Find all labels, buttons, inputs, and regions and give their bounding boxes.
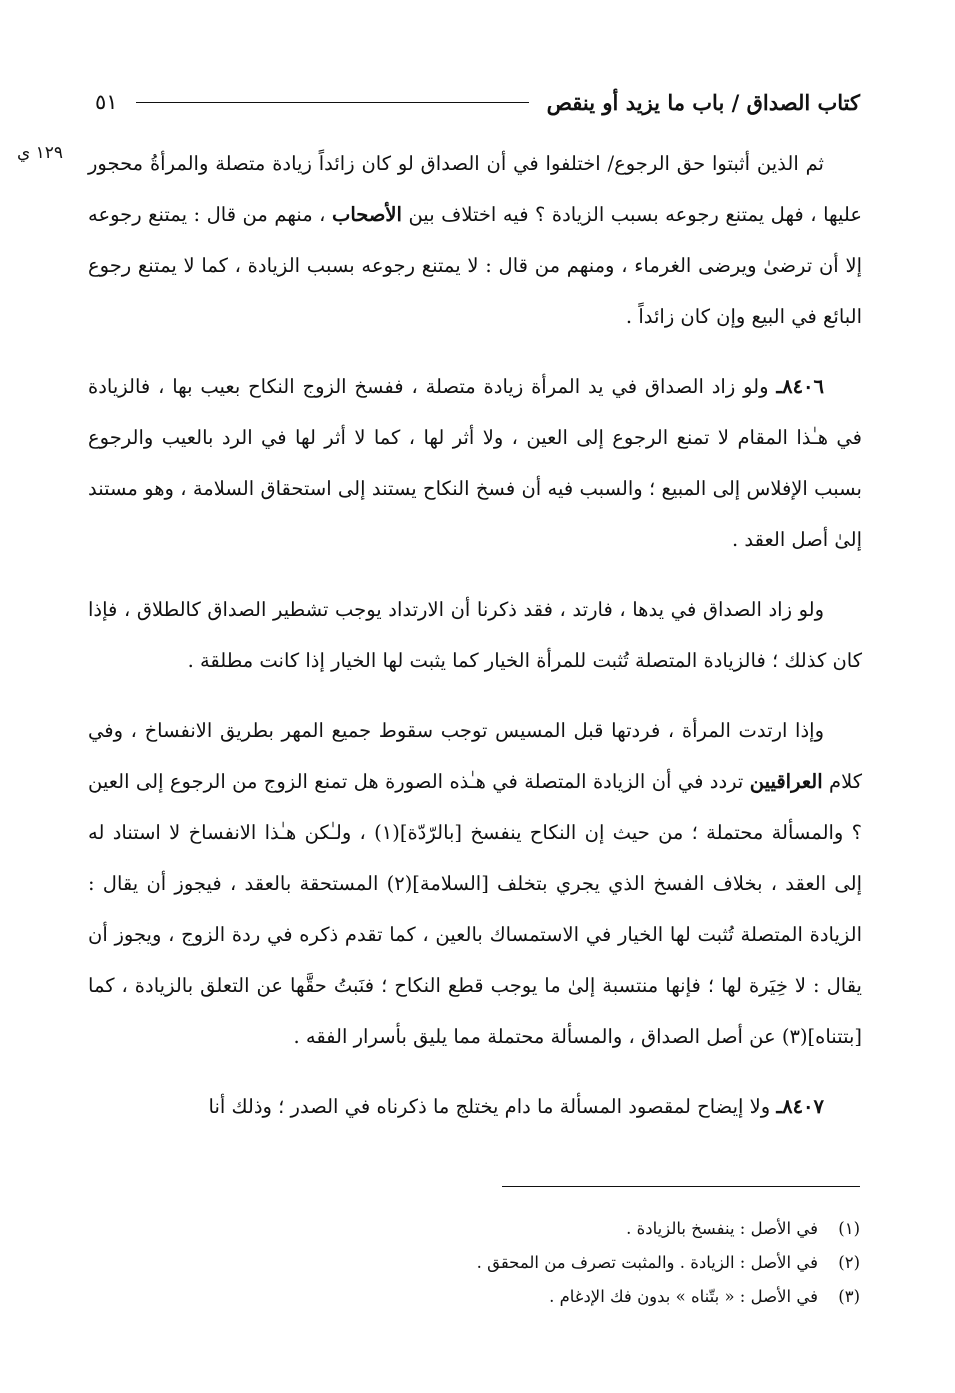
paragraph-2-number: ٨٤٠٦ـ [776, 375, 824, 398]
paragraph-3 [88, 584, 862, 686]
paragraph-4-text-b: تردد في أن الزيادة المتصلة في هـٰذه الصورة هل تمنع الزوج من الرجوع إلى العين ؟ والمسألة محتملة ؛ من حيث إن النكاح ينفسخ [بالرّدّة](١) ، ولـٰكن هـٰذا الانفساخ لا استناد له إلى العقد ، بخلاف الفسخ الذي يجري بتخلف [السلامة](٢) المستحقة بالعقد ، فيجوز أن يقال : الزيادة المتصلة تُثبت لها الخيار في الاستمساك بالعين ، كما تقدم ذكره في ردة الزوج ، ويجوز أن يقال : لا خِيَرة لها ؛ فإنها منتسبة إلىٰ ما يوجب قطع النكاح ؛ فنَبتُ حقَّها عن التعلق بالزيادة ، كما [بتتناه](٣) عن أصل الصداق ، والمسألة محتملة مما يليق بأسرار الفقه . [88, 770, 863, 1048]
paragraph-1-text-a: ثم الذين أثبتوا حق الرجوع/ اختلفوا في أن الصداق لو كان زائداً زيادة متصلة والمرأةُ محجور عليها ، فهل يمتنع رجوعه بسبب الزيادة ؟ فيه اختلاف بين [88, 152, 862, 226]
paragraph-5-number: ٨٤٠٧ـ [776, 1095, 824, 1118]
paragraph-1-bold-b: الأصحاب [331, 203, 402, 226]
footnote-2 [160, 1246, 860, 1280]
paragraph-4-bold-b: العراقيين [749, 770, 823, 793]
footnote-1-number: (١) [838, 1219, 860, 1238]
paragraph-2-text: ولو زاد الصداق في يد المرأة زيادة متصلة ، ففسخ الزوج النكاح بعيب بها ، فالزيادة في هـٰذا المقام لا تمنع الرجوع إلى العين ، ولا أثر لها ، كما لا أثر لها في الرد بالعيب والرجوع بسبب الإفلاس إلى المبيع ؛ والسبب فيه أن فسخ النكاح يستند إلى استحقاق السلامة ، وهو مستند إلىٰ أصل العقد . [88, 375, 862, 551]
paragraph-1 [88, 138, 862, 342]
paragraph-3-text: ولو زاد الصداق في يدها ، فارتد ، فقد ذكرنا أن الارتداد يوجب تشطير الصداق كالطلاق ، فإذا كان كذلك ؛ فالزيادة المتصلة تُثبت للمرأة الخيار كما يثبت لها الخيار إذا كانت مطلقة . [88, 598, 862, 672]
footnote-3 [160, 1280, 860, 1314]
paragraph-5 [88, 1081, 862, 1132]
footnote-1-text: في الأصل : ينفسخ بالزيادة . [626, 1219, 818, 1238]
page-header [95, 82, 860, 122]
paragraph-1-text-b: ، منهم من قال : يمتنع رجوعه إلا أن ترضىٰ ويرضى الغرماء ، ومنهم من قال : لا يمتنع رجوعه بسبب الزيادة ، كما لا يمتنع رجوع البائع في البيع وإن كان زائداً . [88, 203, 862, 328]
page-number: ٥١ [95, 90, 118, 114]
footnote-2-text: في الأصل : الزيادة . والمثبت تصرف من المحقق . [476, 1253, 818, 1272]
footnote-2-number: (٢) [838, 1253, 860, 1272]
margin-note: ١٢٩ ي [16, 143, 64, 163]
paragraph-4-text-a: وإذا ارتدت المرأة ، فردتها قبل المسيس توجب سقوط جميع المهر بطريق الانفساخ ، وفي كلام [88, 719, 862, 793]
running-title: كتاب الصداق / باب ما يزيد أو ينقص [546, 89, 860, 115]
paragraph-4 [88, 705, 862, 1062]
footnote-3-number: (٣) [838, 1287, 860, 1306]
footnote-rule [502, 1186, 860, 1187]
footnote-3-text: في الأصل : « بتّناه » بدون فك الإدغام . [549, 1287, 818, 1306]
footnotes [160, 1212, 860, 1314]
paragraph-2 [88, 361, 862, 565]
main-text [88, 138, 862, 1151]
paragraph-5-text: ولا إيضاح لمقصود المسألة ما دام يختلج ما ذكرناه في الصدر ؛ وذلك أنا [208, 1095, 777, 1118]
footnote-1 [160, 1212, 860, 1246]
header-rule [136, 102, 529, 103]
